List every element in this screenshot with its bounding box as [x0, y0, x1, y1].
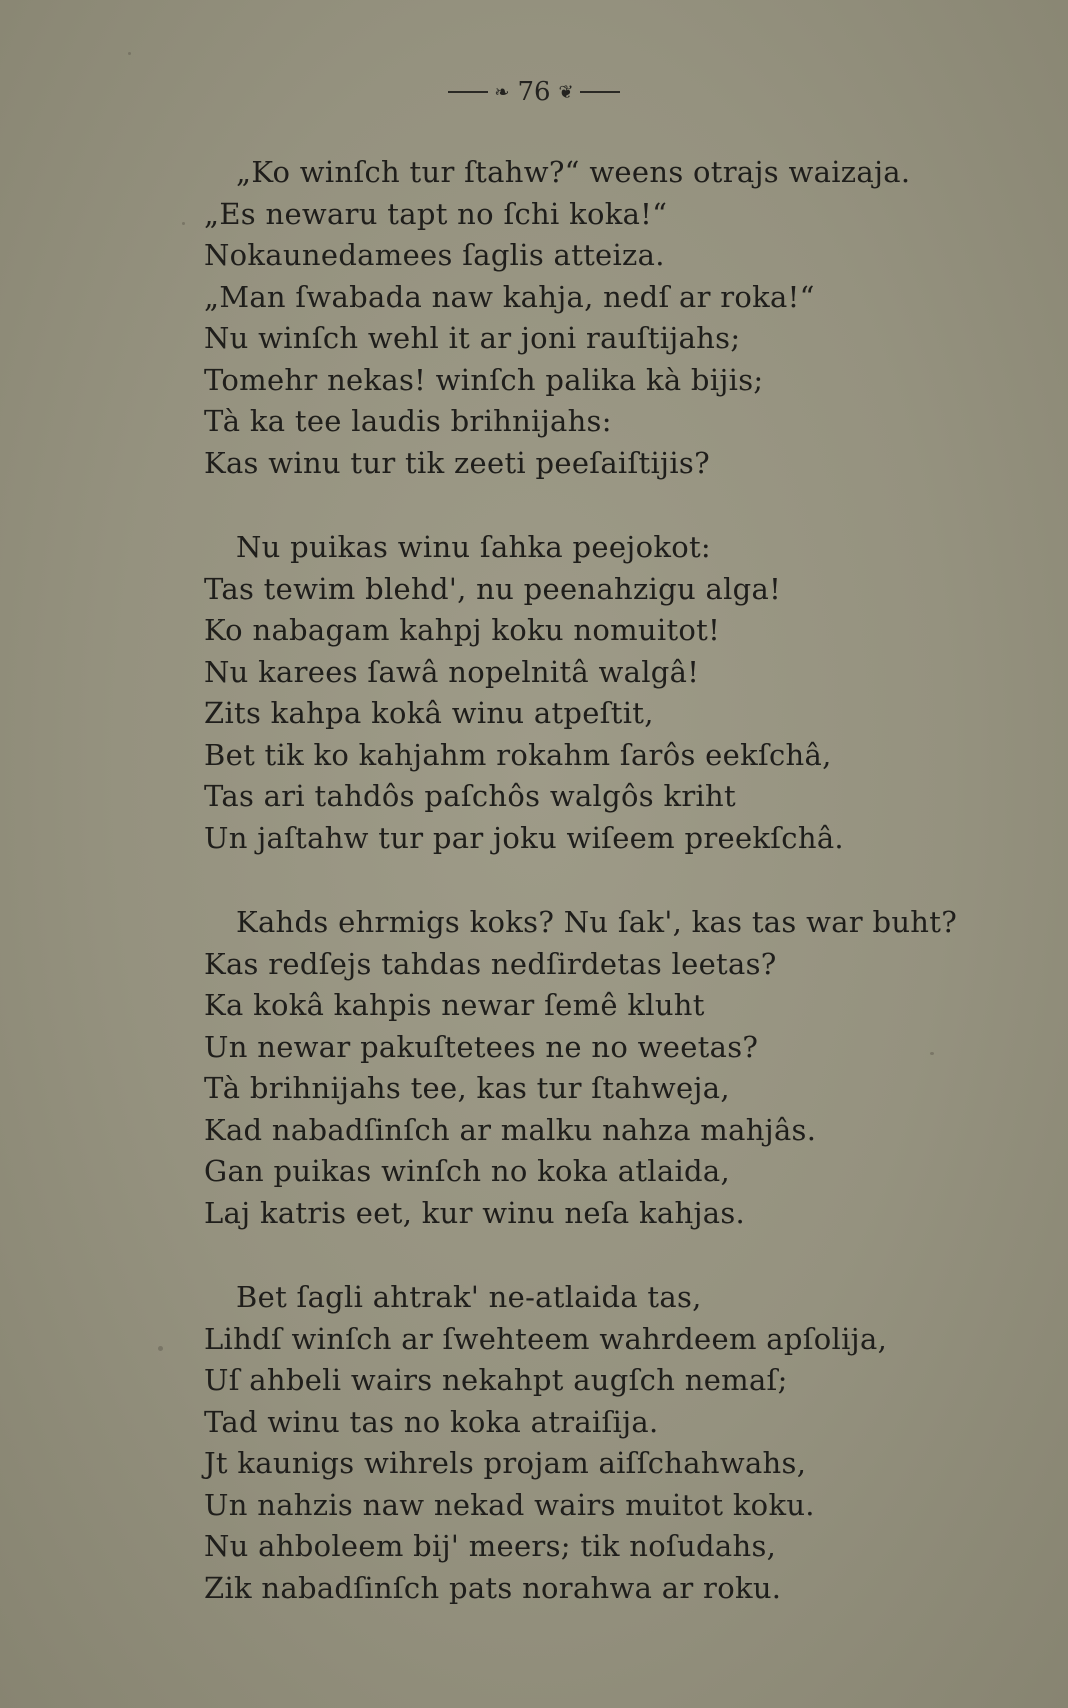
poem-line: „Es newaru tapt no ſchi koka!“ [204, 196, 668, 231]
poem-line: Lihdſ winſch ar ſwehteem wahrdeem apſolija, [204, 1321, 888, 1356]
paper-speck [182, 222, 185, 225]
poem-line: Nu winſch wehl it ar joni rauſtijahs; [204, 321, 741, 355]
poem-line: Uſ ahbeli wairs nekahpt augſch nemaſ; [204, 1363, 788, 1397]
stanza-3 [204, 902, 958, 1234]
poem-line: Tà brihnijahs tee, kas tur ſtahweja, [204, 1071, 730, 1105]
poem-line: Un newar pakuſtetees ne no weetas? [204, 1029, 759, 1064]
poem-line: Kahds ehrmigs koks? Nu ſak', kas tas war buht? [236, 905, 958, 939]
poem-line: Nokaunedamees ſaglis atteiza. [204, 238, 665, 272]
poem-line: Tà ka tee laudis brihnijahs: [204, 404, 612, 438]
paper-speck [158, 1346, 163, 1351]
page-number: 76 [517, 77, 551, 107]
page-header [0, 76, 1068, 107]
header-rule-right [580, 91, 620, 93]
poem-line: Ko nabagam kahpj koku nomuitot! [204, 613, 721, 647]
stanza-4 [204, 1277, 924, 1609]
poem-line: Laj katris eet, kur winu neſa kahjas. [204, 1195, 746, 1230]
paper-speck [128, 52, 131, 55]
poem-line: Tas tewim blehd', nu peenahzigu alga! [204, 571, 782, 606]
paper-speck [930, 1052, 934, 1055]
poem-line: Tas ari tahdôs paſchôs walgôs kriht [204, 779, 736, 813]
poem-line: Kas redſejs tahdas nedſirdetas leetas? [204, 946, 777, 981]
poem-line: Jt kaunigs wihrels projam aiſſchahwahs, [204, 1446, 807, 1480]
header-rule-left [448, 91, 488, 93]
poem-line: Nu puikas winu ſahka peejokot: [236, 530, 711, 564]
poem-body [204, 152, 958, 1609]
poem-line: Zik nabadſinſch pats norahwa ar roku. [204, 1570, 782, 1605]
poem-line: Un jaſtahw tur par joku wiſeem preekſchâ. [204, 820, 844, 855]
ornament-right-icon: ❦ [558, 81, 574, 103]
poem-line: Un nahzis naw nekad wairs muitot koku. [204, 1487, 815, 1522]
poem-line: Gan puikas winſch no koka atlaida, [204, 1154, 730, 1188]
poem-line: Kad nabadſinſch ar malku nahza mahjâs. [204, 1112, 817, 1147]
poem-line: Nu ahboleem bij' meers; tik noſudahs, [204, 1529, 777, 1563]
poem-line: Tad winu tas no koka atraiſija. [204, 1404, 659, 1439]
poem-line: Kas winu tur tik zeeti peeſaiſtijis? [204, 445, 710, 480]
poem-line: Tomehr nekas! winſch palika kà bijis; [204, 362, 764, 397]
poem-line: Nu karees ſawâ nopelnitâ walgâ! [204, 654, 700, 689]
stanza-2 [204, 527, 924, 859]
ornament-left-icon: ❧ [494, 81, 510, 103]
poem-line: „Ko winſch tur ſtahw?“ weens otrajs waizaja. [236, 155, 911, 189]
poem-line: Ka kokâ kahpis newar ſemê kluht [204, 988, 705, 1022]
poem-line: Bet tik ko kahjahm rokahm ſarôs eekſchâ, [204, 737, 832, 772]
poem-line: Bet ſagli ahtrak' ne-atlaida tas, [236, 1280, 702, 1314]
poem-line: Zits kahpa kokâ winu atpeſtit, [204, 696, 654, 730]
stanza-1 [204, 152, 924, 484]
poem-line: „Man ſwabada naw kahja, nedſ ar roka!“ [204, 279, 815, 314]
